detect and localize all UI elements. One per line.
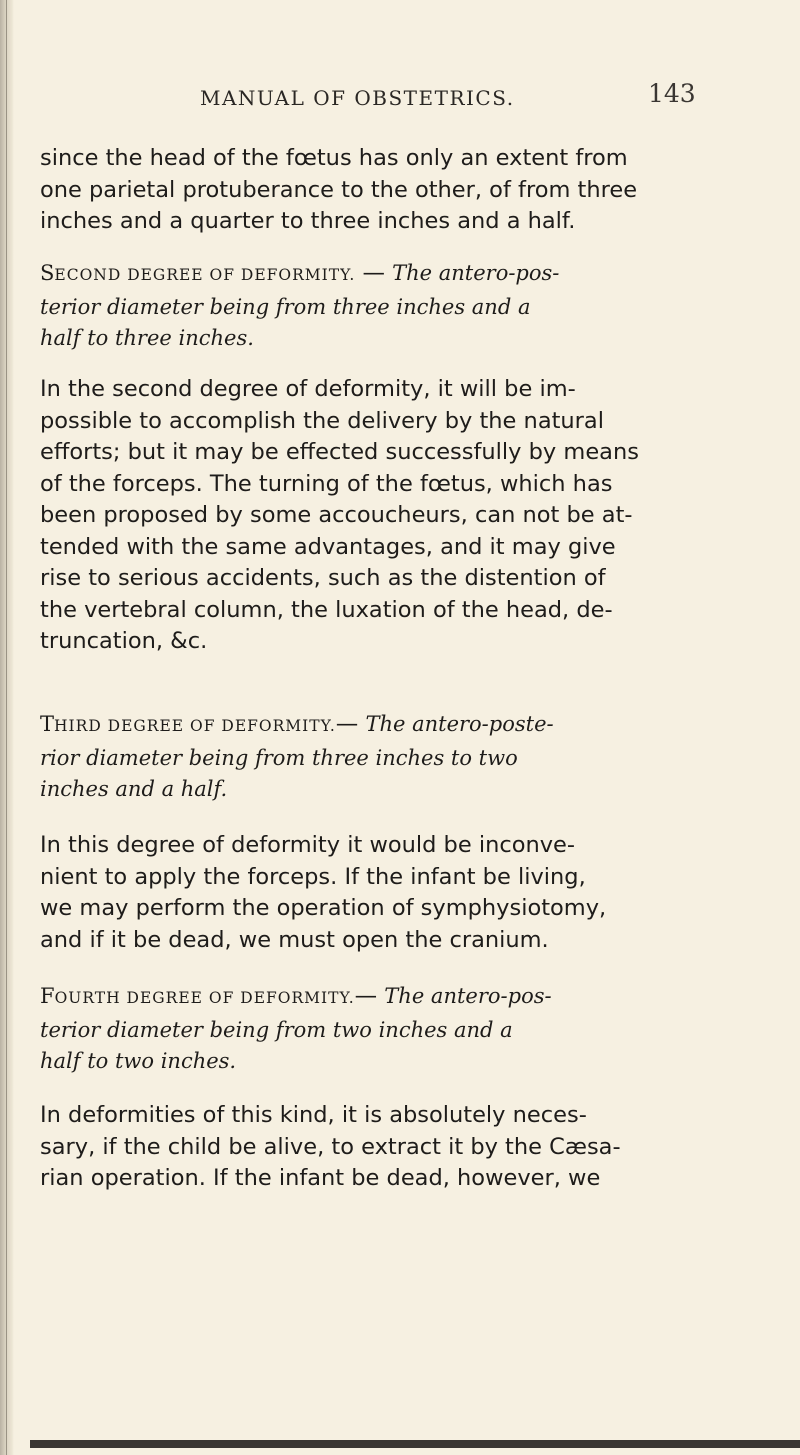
text-line: inches and a quarter to three inches and a half. bbox=[40, 208, 576, 234]
text-line: been proposed by some accoucheurs, can not be at- bbox=[40, 502, 633, 528]
heading-italic-text: The antero-poste- bbox=[365, 712, 554, 736]
heading-initial: S bbox=[40, 261, 55, 285]
page-number: 143 bbox=[648, 79, 696, 108]
heading-dash: — bbox=[355, 260, 393, 286]
text-line: In this degree of deformity it would be inconve- bbox=[40, 832, 576, 858]
section-heading-third-degree bbox=[40, 709, 780, 806]
text-line: one parietal protuberance to the other, of from three bbox=[40, 176, 638, 203]
heading-italic-text: rior diameter being from three inches to two bbox=[40, 745, 518, 770]
text-line: efforts; but it may be effected successfully by means bbox=[40, 439, 639, 465]
heading-initial: T bbox=[40, 712, 55, 736]
running-header bbox=[200, 79, 696, 110]
text-line: since the head of the fœtus has only an extent from bbox=[40, 145, 628, 171]
heading-label: OURTH DEGREE OF DEFORMITY. bbox=[54, 989, 355, 1007]
heading-label: ECOND DEGREE OF DEFORMITY. bbox=[54, 266, 356, 284]
text-line: possible to accomplish the delivery by the natural bbox=[40, 407, 604, 434]
section-heading-fourth-degree bbox=[40, 981, 780, 1078]
section-heading-second-degree bbox=[40, 258, 780, 355]
paragraph-continuation bbox=[40, 143, 780, 238]
text-line: In the second degree of deformity, it will be im- bbox=[40, 376, 576, 402]
heading-italic-text: inches and a half. bbox=[40, 777, 228, 801]
text-line: and if it be dead, we must open the cranium. bbox=[40, 926, 549, 953]
heading-italic-text: half to three inches. bbox=[40, 326, 254, 350]
heading-italic-text: The antero-pos- bbox=[392, 261, 560, 285]
text-line: truncation, &c. bbox=[40, 628, 208, 654]
paragraph-fourth-degree bbox=[40, 1100, 780, 1195]
heading-italic-text: terior diameter being from two inches and a bbox=[40, 1017, 513, 1042]
text-line: rian operation. If the infant be dead, however, we bbox=[40, 1165, 601, 1191]
text-line: In deformities of this kind, it is absolutely neces- bbox=[40, 1102, 587, 1128]
text-line: the vertebral column, the luxation of the head, de- bbox=[40, 596, 613, 623]
paragraph-third-degree bbox=[40, 830, 780, 956]
heading-label: HIRD DEGREE OF DEFORMITY. bbox=[54, 717, 336, 735]
heading-dash: — bbox=[335, 711, 366, 737]
text-line: tended with the same advantages, and it may give bbox=[40, 533, 616, 560]
text-line: we may perform the operation of symphysiotomy, bbox=[40, 895, 607, 921]
text-line: sary, if the child be alive, to extract it by the Cæsa- bbox=[40, 1133, 621, 1160]
running-title: MANUAL OF OBSTETRICS. bbox=[200, 86, 515, 110]
heading-italic-text: The antero-pos- bbox=[384, 984, 552, 1008]
heading-initial: F bbox=[40, 984, 55, 1008]
heading-italic-text: terior diameter being from three inches and a bbox=[40, 294, 531, 319]
text-line: rise to serious accidents, such as the distention of bbox=[40, 565, 606, 591]
heading-italic-text: half to two inches. bbox=[40, 1049, 237, 1073]
paragraph-second-degree bbox=[40, 374, 780, 658]
heading-dash: — bbox=[354, 983, 385, 1009]
text-line: nient to apply the forceps. If the infant be living, bbox=[40, 863, 586, 890]
text-line: of the forceps. The turning of the fœtus, which has bbox=[40, 470, 613, 497]
